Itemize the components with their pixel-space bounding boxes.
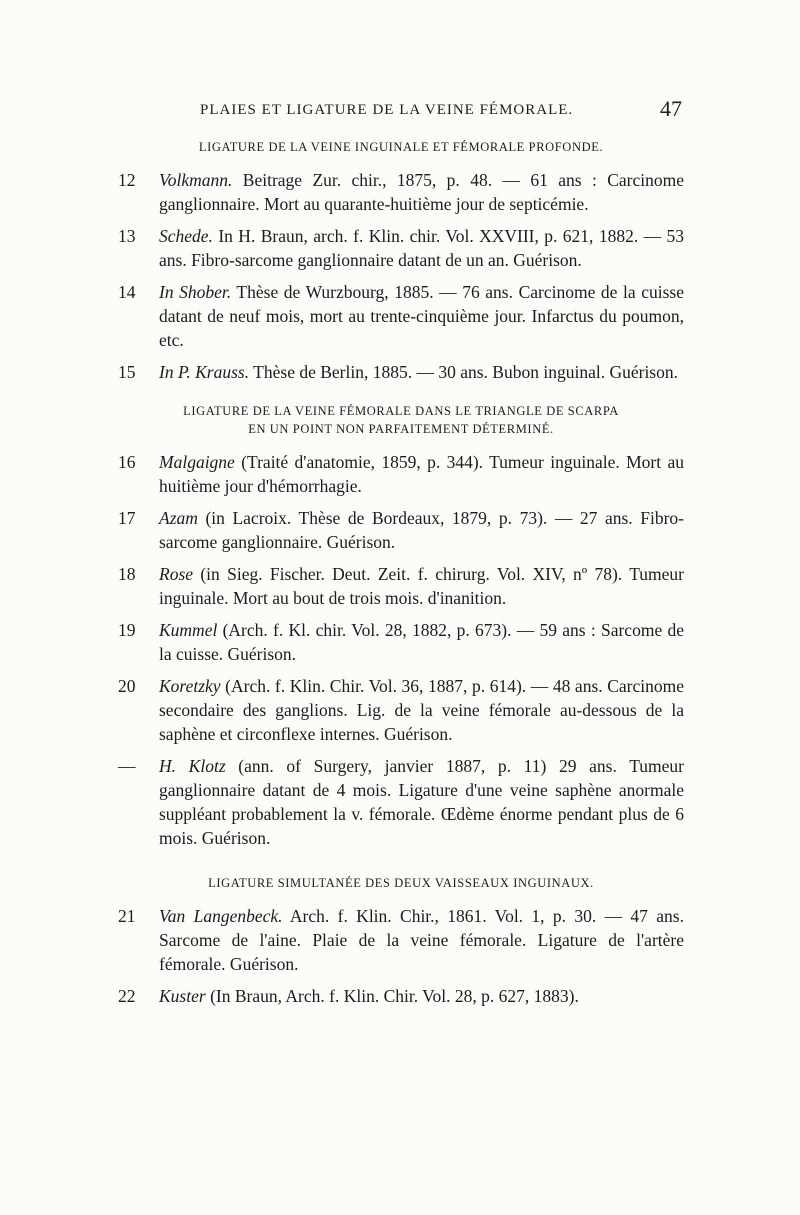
- case-number: 22: [118, 986, 136, 1006]
- case-entry: [118, 562, 684, 610]
- case-text: (in Sieg. Fischer. Deut. Zeit. f. chirurg. Vol. XIV, nº 78). Tumeur inguinale. Mort au bout de trois mois. d'inanition.: [159, 564, 684, 608]
- case-number: 16: [118, 452, 136, 472]
- section-heading: [118, 402, 684, 438]
- section-heading: [118, 138, 684, 156]
- case-entry: [118, 450, 684, 498]
- case-entry: [118, 618, 684, 666]
- page-number: 47: [660, 96, 682, 121]
- case-text: (Traité d'anatomie, 1859, p. 344). Tumeur inguinale. Mort au huitième jour d'hémorrhagie.: [159, 452, 684, 496]
- case-text: Thèse de Wurzbourg, 1885. — 76 ans. Carcinome de la cuisse datant de neuf mois, mort au trente-cinquième jour. Infarctus du poumon, etc.: [159, 282, 684, 350]
- case-author: Van Langenbeck.: [159, 906, 283, 926]
- case-entry: [118, 674, 684, 746]
- section-heading: [118, 874, 684, 892]
- case-entry: [118, 224, 684, 272]
- case-text: Thèse de Berlin, 1885. — 30 ans. Bubon inguinal. Guérison.: [249, 362, 678, 382]
- case-author: Volkmann.: [159, 170, 233, 190]
- case-author: Malgaigne: [159, 452, 235, 472]
- case-entry: [118, 168, 684, 216]
- case-author: In P. Krauss.: [159, 362, 250, 382]
- section-heading-line: LIGATURE DE LA VEINE FÉMORALE DANS LE TRIANGLE DE SCARPA: [183, 404, 619, 418]
- case-author: Schede.: [159, 226, 213, 246]
- case-entry: [118, 904, 684, 976]
- case-author: Kuster: [159, 986, 206, 1006]
- case-number: 20: [118, 676, 136, 696]
- section-heading-line: EN UN POINT NON PARFAITEMENT DÉTERMINÉ.: [248, 422, 554, 436]
- case-author: Azam: [159, 508, 198, 528]
- case-number: 19: [118, 620, 136, 640]
- case-text: In H. Braun, arch. f. Klin. chir. Vol. XXVIII, p. 621, 1882. — 53 ans. Fibro-sarcome ganglionnaire datant de un an. Guérison.: [159, 226, 684, 270]
- case-entry: [118, 984, 684, 1008]
- case-entry: [118, 754, 684, 850]
- case-number: —: [118, 756, 136, 776]
- case-number: 14: [118, 282, 136, 302]
- case-number: 15: [118, 362, 136, 382]
- case-text: Beitrage Zur. chir., 1875, p. 48. — 61 ans : Carcinome ganglionnaire. Mort au quarante-huitième jour de septicémie.: [159, 170, 684, 214]
- case-text: (in Lacroix. Thèse de Bordeaux, 1879, p. 73). — 27 ans. Fibro-sarcome ganglionnaire. Guérison.: [159, 508, 684, 552]
- case-author: Koretzky: [159, 676, 221, 696]
- case-number: 12: [118, 170, 136, 190]
- case-text: Arch. f. Klin. Chir., 1861. Vol. 1, p. 30. — 47 ans. Sarcome de l'aine. Plaie de la veine fémorale. Ligature de l'artère fémorale. Guérison.: [159, 906, 684, 974]
- running-head: PLAIES ET LIGATURE DE LA VEINE FÉMORALE.: [200, 102, 574, 118]
- case-text: (Arch. f. Kl. chir. Vol. 28, 1882, p. 673). — 59 ans : Sarcome de la cuisse. Guérison.: [159, 620, 684, 664]
- case-author: Rose: [159, 564, 194, 584]
- case-number: 13: [118, 226, 136, 246]
- page-body: [118, 138, 684, 1016]
- case-text: (Arch. f. Klin. Chir. Vol. 36, 1887, p. 614). — 48 ans. Carcinome secondaire des ganglions. Lig. de la veine fémorale au-dessous de la saphène et circonflexe internes. Guérison.: [159, 676, 684, 744]
- case-text: (ann. of Surgery, janvier 1887, p. 11) 29 ans. Tumeur ganglionnaire datant de 4 mois. Ligature d'une veine saphène anormale suppléant probablement la v. fémorale. Œdème énorme pendant plus de 6 mois. Guérison.: [159, 756, 684, 848]
- case-text: (In Braun, Arch. f. Klin. Chir. Vol. 28, p. 627, 1883).: [205, 986, 579, 1006]
- case-number: 21: [118, 906, 136, 926]
- case-entry: [118, 506, 684, 554]
- section-heading-line: LIGATURE SIMULTANÉE DES DEUX VAISSEAUX INGUINAUX.: [208, 876, 594, 890]
- case-author: H. Klotz: [159, 756, 226, 776]
- case-number: 18: [118, 564, 136, 584]
- case-entry: [118, 280, 684, 352]
- case-number: 17: [118, 508, 136, 528]
- case-author: Kummel: [159, 620, 218, 640]
- section-heading-line: LIGATURE DE LA VEINE INGUINALE ET FÉMORALE PROFONDE.: [198, 140, 604, 154]
- case-entry: [118, 360, 684, 384]
- page-header: [200, 96, 682, 128]
- case-author: In Shober.: [159, 282, 232, 302]
